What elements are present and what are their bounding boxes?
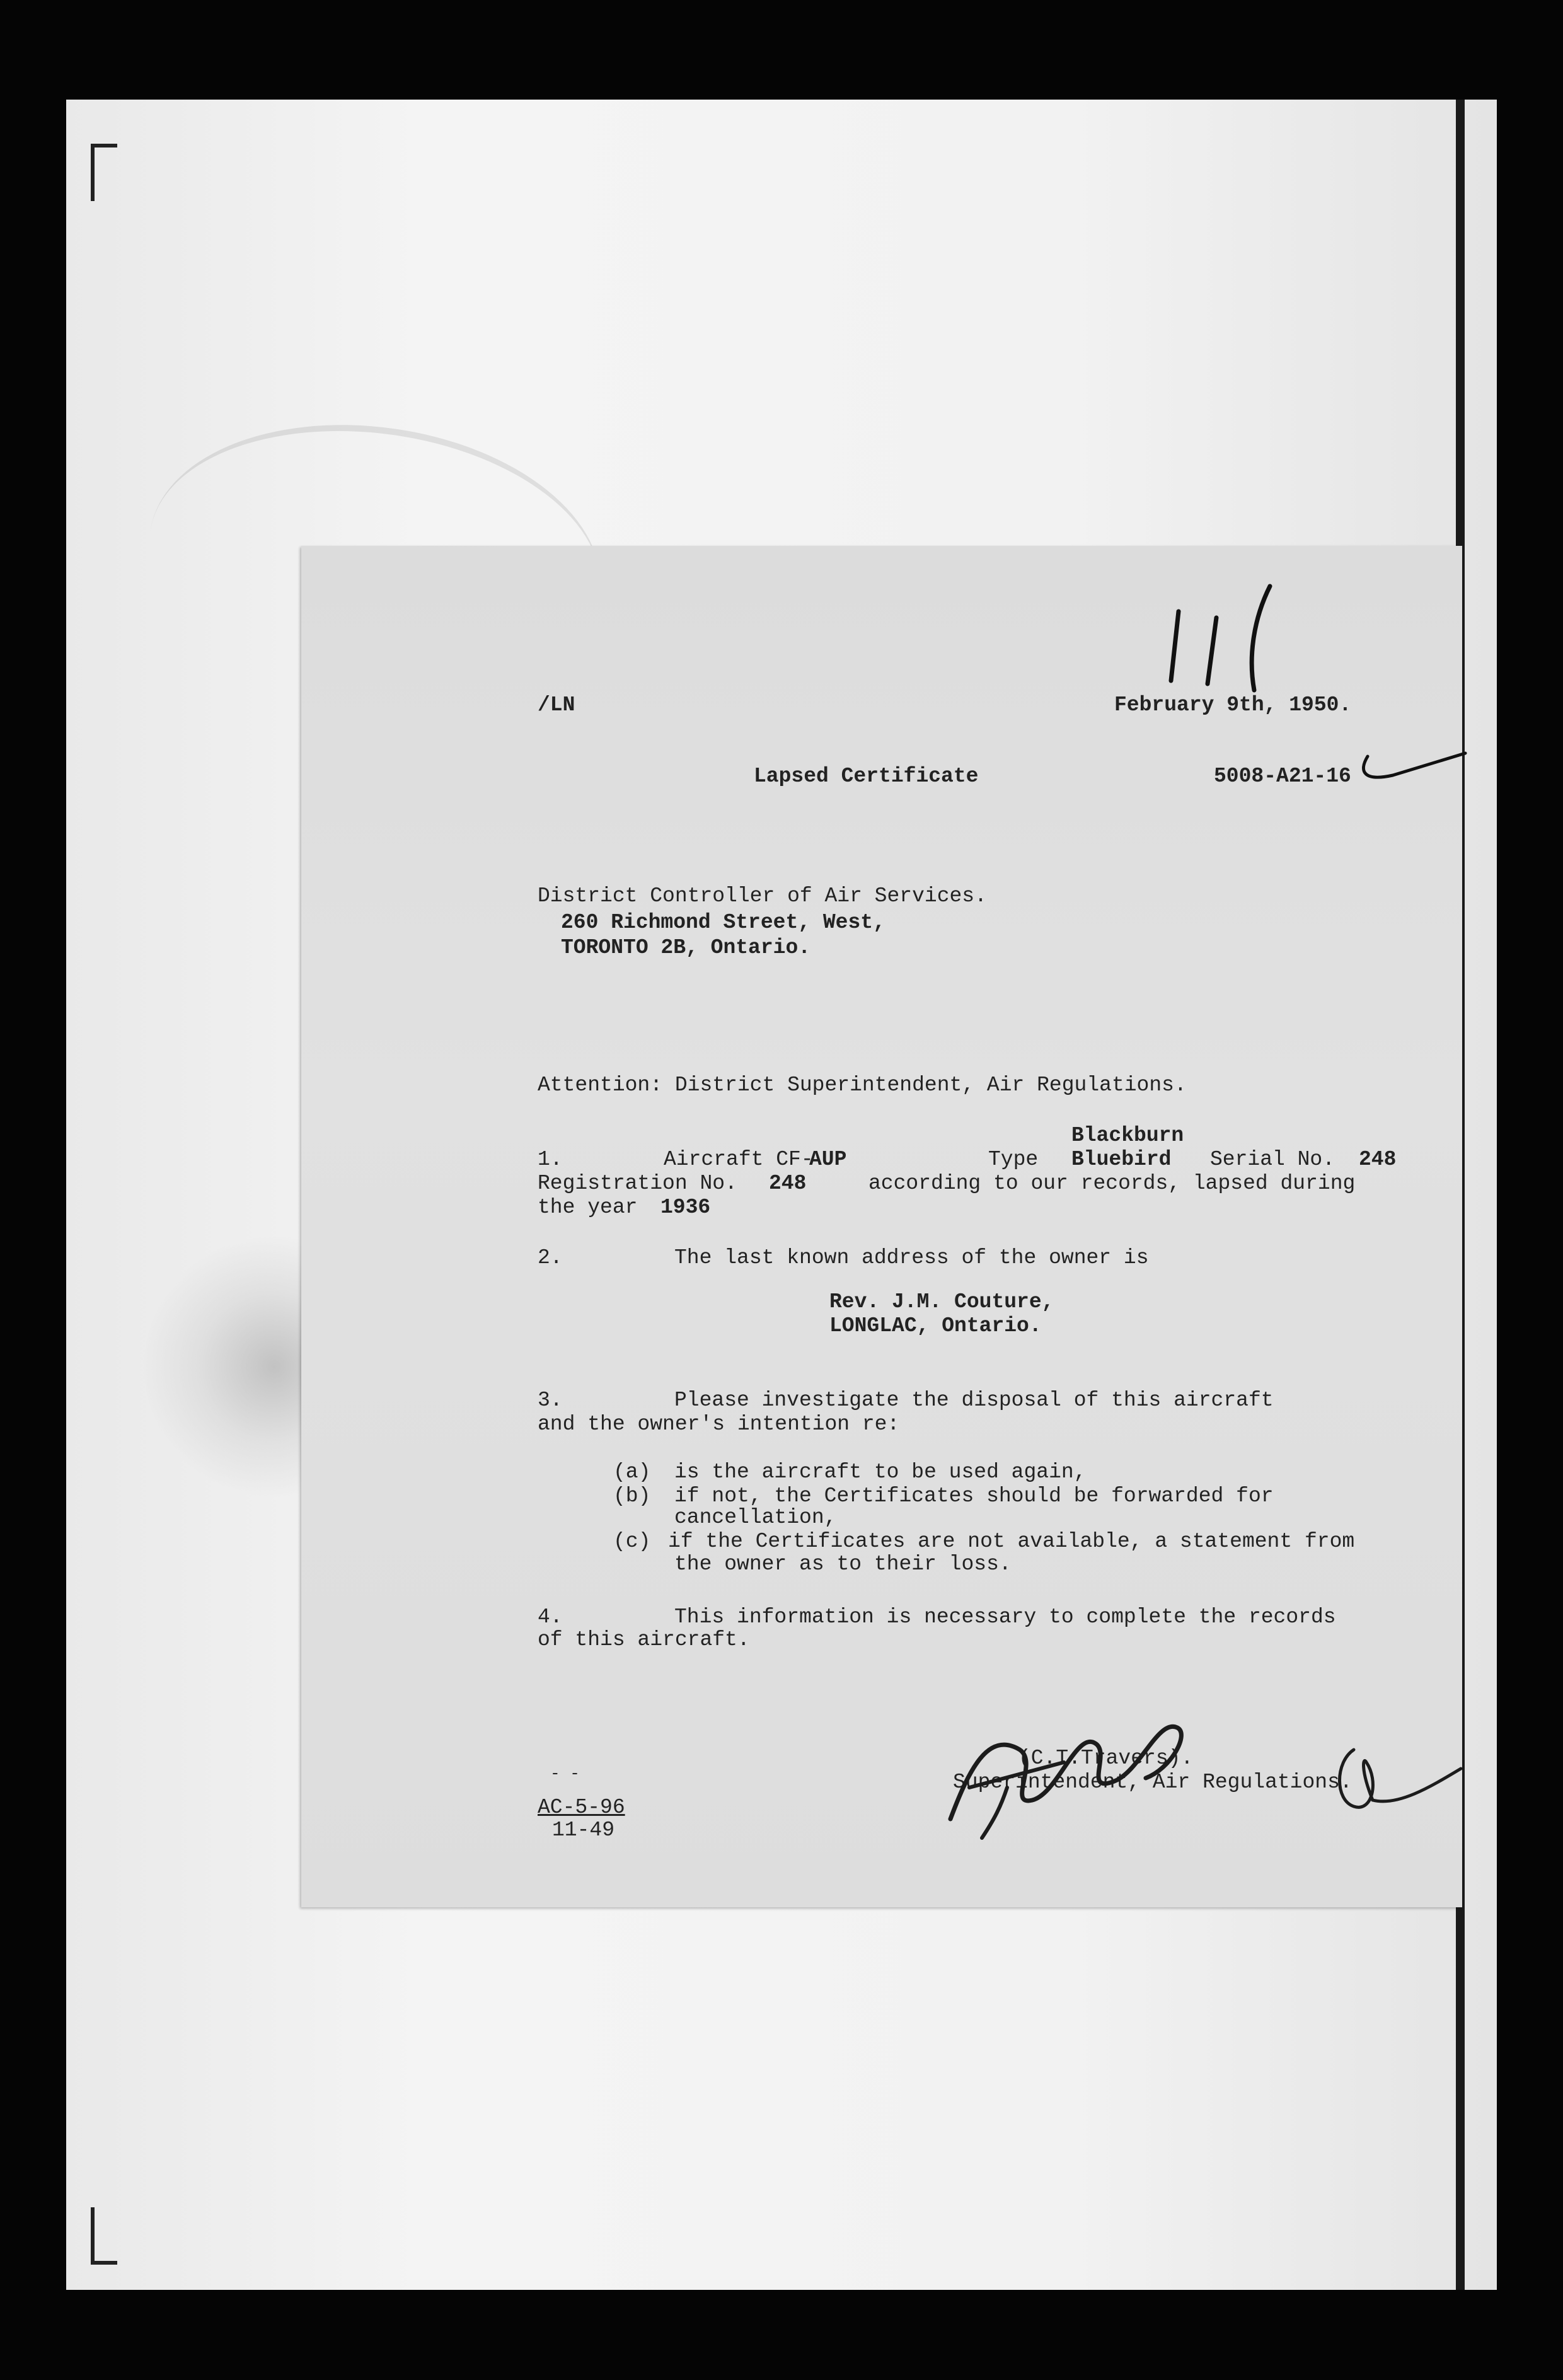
item-a-text: is the aircraft to be used again,	[674, 1460, 1087, 1484]
item-b-label: (b)	[613, 1484, 651, 1508]
year-label: the year	[538, 1196, 638, 1219]
typist-initials: /LN	[538, 693, 575, 717]
serial-value: 248	[1359, 1148, 1397, 1171]
para2-text: The last known address of the owner is	[674, 1246, 1149, 1269]
aircraft-label: Aircraft CF-	[664, 1148, 814, 1171]
item-b-text-1: if not, the Certificates should be forwarded for	[674, 1484, 1274, 1508]
para3-line-1: Please investigate the disposal of this aircraft	[674, 1389, 1274, 1412]
signatory-name: (C.T.Travers).	[1018, 1747, 1194, 1770]
form-code-dashes: - -	[550, 1764, 580, 1783]
crop-mark-top-left	[91, 144, 117, 201]
para3-line-2: and the owner's intention re:	[538, 1412, 900, 1436]
form-code-line-2: 11-49	[552, 1818, 615, 1842]
item-c-label: (c)	[613, 1530, 651, 1553]
form-code-line-1: AC-5-96	[538, 1796, 625, 1819]
letter-sheet	[301, 546, 1462, 1907]
aircraft-make: Blackburn	[1071, 1124, 1184, 1147]
file-number: 5008-A21-16	[1214, 765, 1351, 788]
para4-line-1: This information is necessary to complete the records	[674, 1605, 1336, 1629]
item-c-text-1: if the Certificates are not available, a statement from	[668, 1530, 1355, 1553]
para2-number: 2.	[538, 1246, 563, 1269]
year-value: 1936	[660, 1196, 711, 1219]
lapsed-text: according to our records, lapsed during	[868, 1172, 1356, 1195]
serial-label: Serial No.	[1210, 1148, 1335, 1171]
owner-line-2: LONGLAC, Ontario.	[829, 1314, 1042, 1337]
aircraft-mark: AUP	[809, 1148, 847, 1171]
item-b-text-2: cancellation,	[674, 1506, 837, 1529]
signatory-title: Superintendent, Air Regulations.	[953, 1771, 1352, 1794]
item-a-label: (a)	[613, 1460, 651, 1484]
crop-mark-bottom-left	[91, 2207, 117, 2265]
letter-subject: Lapsed Certificate	[754, 765, 979, 788]
para3-number: 3.	[538, 1389, 563, 1412]
pen-loop-mark	[1329, 1731, 1467, 1825]
pen-tick-mark	[1355, 744, 1468, 788]
attention-line: Attention: District Superintendent, Air Regulations.	[538, 1073, 1187, 1097]
para1-number: 1.	[538, 1148, 563, 1171]
para4-line-2: of this aircraft.	[538, 1628, 750, 1651]
item-c-text-2: the owner as to their loss.	[674, 1552, 1012, 1576]
folio-mark-111	[1160, 580, 1311, 706]
para4-number: 4.	[538, 1605, 563, 1629]
aircraft-model: Bluebird	[1071, 1148, 1172, 1171]
addressee-line-2: 260 Richmond Street, West,	[561, 911, 885, 934]
registration-label: Registration No.	[538, 1172, 737, 1195]
letter-date: February 9th, 1950.	[1114, 693, 1352, 717]
registration-value: 248	[769, 1172, 807, 1195]
addressee-line-1: District Controller of Air Services.	[538, 884, 987, 908]
signature-scribble	[931, 1693, 1209, 1857]
owner-line-1: Rev. J.M. Couture,	[829, 1290, 1054, 1314]
addressee-line-3: TORONTO 2B, Ontario.	[561, 936, 811, 959]
type-label: Type	[988, 1148, 1039, 1171]
